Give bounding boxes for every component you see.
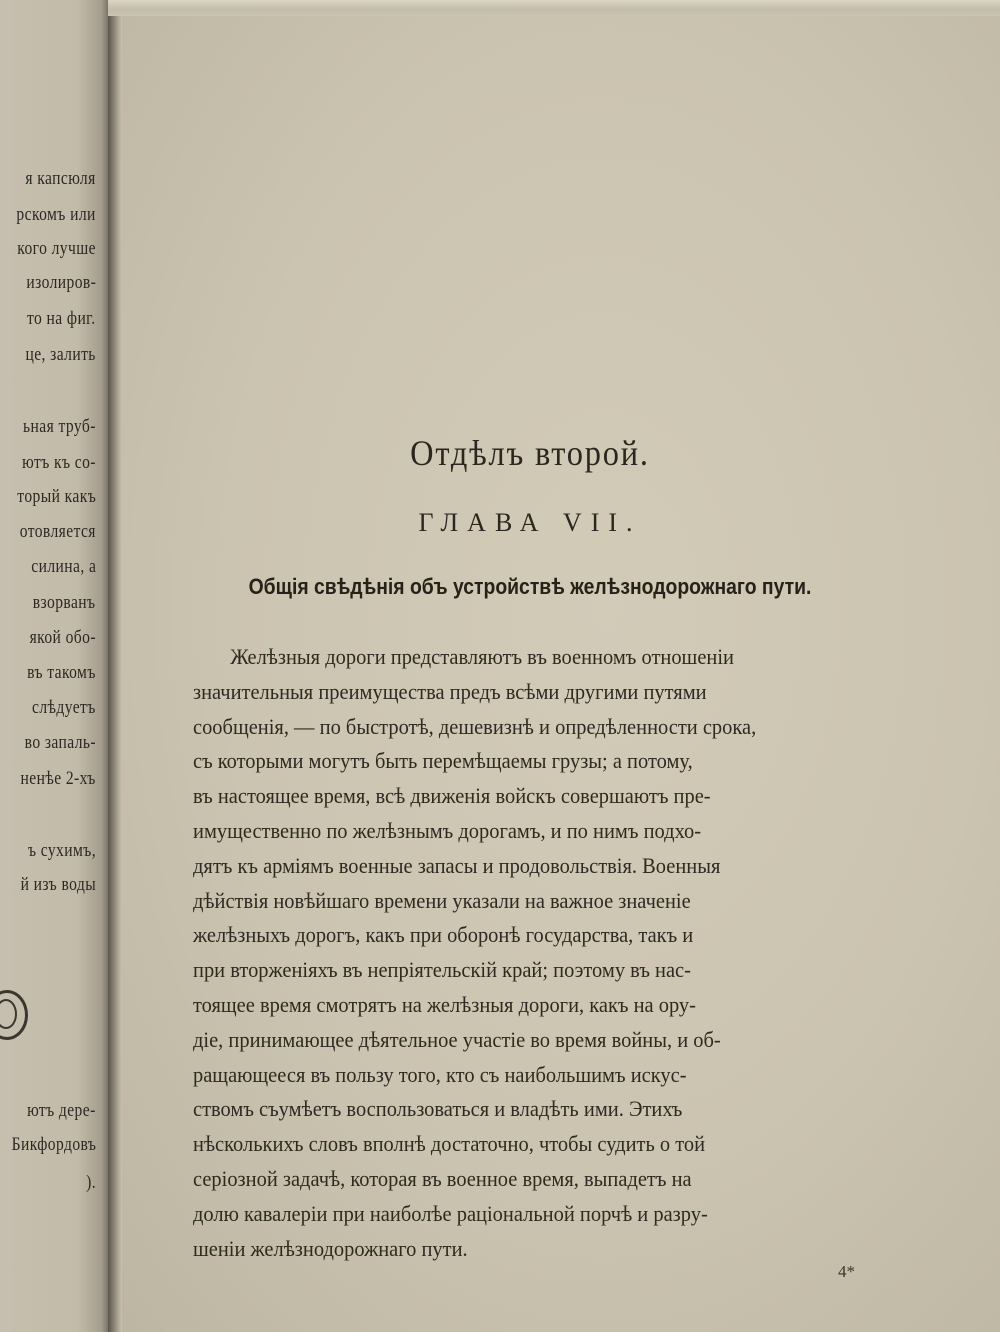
chapter-subtitle: Общія свѣдѣнія объ устройствѣ желѣзнодорожнаго пути. xyxy=(248,574,812,599)
page-number: 4* xyxy=(838,1262,855,1281)
text-line: ствомъ съумѣетъ воспользоваться и владѣть ими. Этихъ xyxy=(193,1096,683,1122)
book-gutter xyxy=(108,0,122,1332)
left-page-fragment: ютъ къ со- xyxy=(22,452,96,473)
page-top-edge xyxy=(108,0,1000,16)
left-page-fragment: кого лучше xyxy=(17,238,96,259)
text-line: съ которыми могутъ быть перемѣщаемы грузы; а потому, xyxy=(193,748,693,774)
left-page-fragment: взорванъ xyxy=(33,592,96,613)
left-page-fragment: то на фиг. xyxy=(27,308,96,329)
text-line: дятъ къ арміямъ военные запасы и продовольствія. Военныя xyxy=(193,852,721,878)
left-page-fragment: изолиров- xyxy=(26,272,96,293)
left-page-fragment: торый какъ xyxy=(17,486,96,507)
text-line: Желѣзныя дороги представляютъ въ военномъ отношеніи xyxy=(230,644,734,669)
left-page-fragment: ненѣе 2-хъ xyxy=(20,768,96,789)
text-line: желѣзныхъ дорогъ, какъ при оборонѣ государства, такъ и xyxy=(193,922,694,948)
body-paragraph xyxy=(193,640,875,1266)
left-page-fragment: це, залить xyxy=(25,344,96,365)
left-page-fragment: силина, а xyxy=(30,556,96,577)
left-page-fragment: отовляется xyxy=(19,521,96,542)
ornament-icon xyxy=(0,990,28,1040)
text-line: значительныя преимущества предъ всѣми другими путями xyxy=(193,678,707,704)
text-line: имущественно по желѣзнымъ дорогамъ, и по нимъ подхо- xyxy=(193,817,702,843)
text-line: шеніи желѣзнодорожнаго пути. xyxy=(193,1235,468,1261)
left-page-fragment: Бикфордовъ xyxy=(11,1134,96,1155)
text-line: нѣсколькихъ словъ вполнѣ достаточно, чтобы судить о той xyxy=(193,1131,706,1157)
text-line: при вторженіяхъ въ непріятельскій край; поэтому въ нас- xyxy=(193,957,691,983)
left-page-fragment: я капсюля xyxy=(25,168,96,189)
text-line: тоящее время смотрятъ на желѣзныя дороги, какъ на ору- xyxy=(193,991,696,1017)
left-page-fragment: ьная труб- xyxy=(23,416,96,437)
left-page-fragment: рскомъ или xyxy=(16,204,96,225)
section-title: Отдѣлъ второй. xyxy=(410,433,650,473)
text-line: діе, принимающее дѣятельное участіе во время войны, и об- xyxy=(193,1026,721,1052)
text-line: дѣйствія новѣйшаго времени указали на важное значеніе xyxy=(193,887,691,913)
text-line: въ настоящее время, всѣ движенія войскъ совершаютъ пре- xyxy=(193,783,711,809)
text-line: серіозной задачѣ, которая въ военное время, выпадетъ на xyxy=(193,1165,692,1191)
left-page-fragment: ъ сухимъ, xyxy=(27,840,96,861)
text-line: долю кавалеріи при наиболѣе раціональной порчѣ и разру- xyxy=(193,1200,708,1226)
text-line: ращающееся въ пользу того, кто съ наибольшимъ искус- xyxy=(193,1061,687,1087)
left-page-fragment: во запаль- xyxy=(24,732,96,753)
left-page-fragment: ). xyxy=(86,1172,96,1193)
left-page-fragment: въ такомъ xyxy=(27,662,96,683)
left-page xyxy=(0,0,110,1332)
left-page-fragment: ютъ дере- xyxy=(27,1100,96,1121)
left-page-fragment: слѣдуетъ xyxy=(32,697,96,718)
left-page-fragment: й изъ воды xyxy=(20,874,96,895)
chapter-heading: ГЛАВА VII. xyxy=(418,508,642,537)
text-line: сообщенія, — по быстротѣ, дешевизнѣ и опредѣленности срока, xyxy=(193,713,757,739)
left-page-fragment: якой обо- xyxy=(29,627,96,648)
